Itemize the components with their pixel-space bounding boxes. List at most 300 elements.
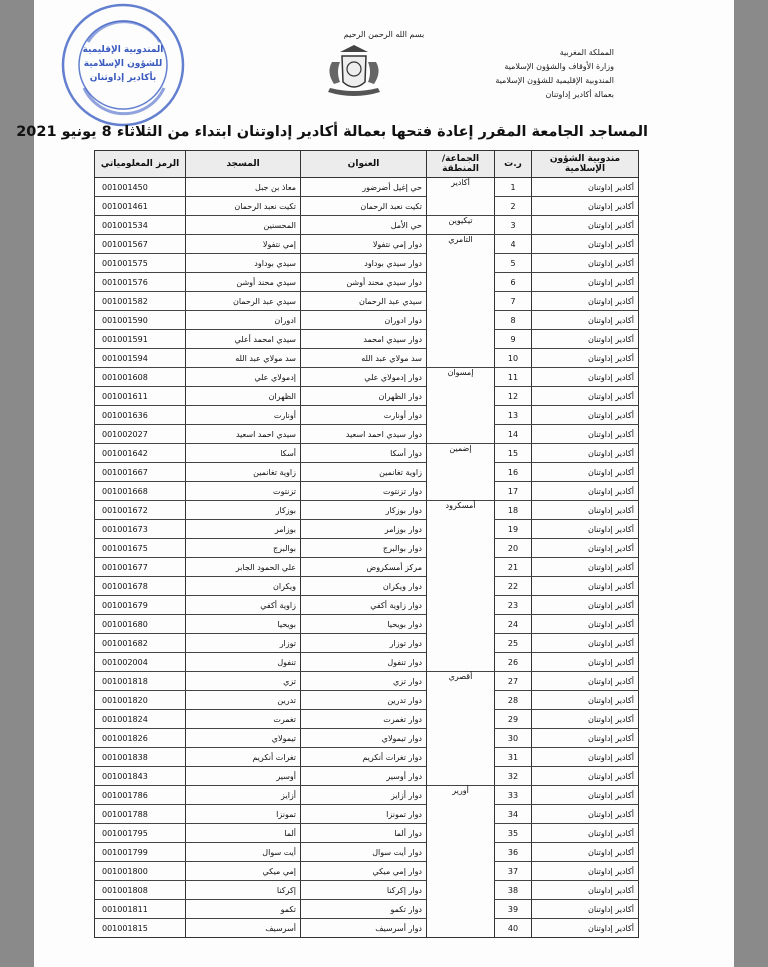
cell-commune [427, 748, 495, 767]
cell-delegation: أكادير إداوتنان [532, 824, 639, 843]
table-row [95, 216, 639, 235]
table-row [95, 596, 639, 615]
table-row [95, 273, 639, 292]
cell-delegation: أكادير إداوتنان [532, 273, 639, 292]
cell-address: دوار بوالبرج [301, 539, 427, 558]
cell-delegation: أكادير إداوتنان [532, 691, 639, 710]
cell-delegation: أكادير إداوتنان [532, 558, 639, 577]
cell-commune [427, 805, 495, 824]
cell-commune [427, 881, 495, 900]
cell-mosque: أوسير [186, 767, 301, 786]
cell-rank: 28 [495, 691, 532, 710]
cell-delegation: أكادير إداوتنان [532, 710, 639, 729]
cell-delegation: أكادير إداوتنان [532, 596, 639, 615]
table-row [95, 235, 639, 254]
cell-address: دوار توزار [301, 634, 427, 653]
table-row [95, 672, 639, 691]
stamp-line-3: بأكادير إداوتنان [89, 73, 157, 83]
cell-rank: 14 [495, 425, 532, 444]
cell-rank: 7 [495, 292, 532, 311]
col-header-rank: ر.ت [495, 151, 532, 178]
cell-delegation: أكادير إداوتنان [532, 387, 639, 406]
cell-rank: 6 [495, 273, 532, 292]
cell-commune [427, 482, 495, 501]
cell-address: تكيت نعبد الرحمان [301, 197, 427, 216]
letterhead-prefecture: بعمالة أكادير إداوتنان [545, 90, 614, 99]
cell-commune [427, 615, 495, 634]
basmala: بسم الله الرحمن الرحيم [343, 30, 425, 39]
table-row [95, 748, 639, 767]
cell-code: 001001678 [95, 577, 186, 596]
cell-rank: 21 [495, 558, 532, 577]
table-row [95, 919, 639, 938]
col-header-mosque: المسجد [186, 151, 301, 178]
cell-rank: 40 [495, 919, 532, 938]
cell-address: حي الأمل [301, 216, 427, 235]
cell-code: 001001636 [95, 406, 186, 425]
official-stamp [60, 2, 186, 128]
cell-mosque: المحسنين [186, 216, 301, 235]
cell-address: دوار إكركنا [301, 881, 427, 900]
table-row [95, 900, 639, 919]
table-row [95, 311, 639, 330]
cell-commune [427, 292, 495, 311]
cell-commune [427, 349, 495, 368]
cell-delegation: أكادير إداوتنان [532, 786, 639, 805]
table-row [95, 634, 639, 653]
cell-mosque: تيمولاي [186, 729, 301, 748]
cell-commune: إضمين [427, 444, 495, 463]
cell-commune [427, 254, 495, 273]
cell-mosque: أسرسيف [186, 919, 301, 938]
cell-delegation: أكادير إداوتنان [532, 330, 639, 349]
cell-rank: 27 [495, 672, 532, 691]
cell-code: 001001672 [95, 501, 186, 520]
cell-commune [427, 539, 495, 558]
cell-delegation: أكادير إداوتنان [532, 349, 639, 368]
cell-commune [427, 691, 495, 710]
table-row [95, 843, 639, 862]
cell-code: 001001826 [95, 729, 186, 748]
cell-code: 001001534 [95, 216, 186, 235]
cell-delegation: أكادير إداوتنان [532, 463, 639, 482]
table-row [95, 387, 639, 406]
cell-commune [427, 463, 495, 482]
cell-address: دوار سيدي احمد اسعيد [301, 425, 427, 444]
cell-code: 001001824 [95, 710, 186, 729]
cell-code: 001001675 [95, 539, 186, 558]
cell-code: 001001815 [95, 919, 186, 938]
cell-address: دوار إمي نتفولا [301, 235, 427, 254]
cell-mosque: تمونزا [186, 805, 301, 824]
table-row [95, 558, 639, 577]
cell-rank: 31 [495, 748, 532, 767]
cell-mosque: تغمرت [186, 710, 301, 729]
cell-address: دوار أزايز [301, 786, 427, 805]
cell-address: دوار الظهران [301, 387, 427, 406]
cell-mosque: سيدي احمد اسعيد [186, 425, 301, 444]
cell-commune: تيكيوين [427, 216, 495, 235]
cell-rank: 20 [495, 539, 532, 558]
cell-mosque: تنفول [186, 653, 301, 672]
cell-mosque: ادوران [186, 311, 301, 330]
cell-mosque: إمي نتفولا [186, 235, 301, 254]
cell-code: 001001838 [95, 748, 186, 767]
cell-commune: أورير [427, 786, 495, 805]
cell-address: دوار سيدي امحمد [301, 330, 427, 349]
cell-delegation: أكادير إداوتنان [532, 672, 639, 691]
cell-commune [427, 596, 495, 615]
letterhead-delegation: المندوبية الإقليمية للشؤون الإسلامية [495, 76, 614, 85]
cell-mosque: أزايز [186, 786, 301, 805]
cell-delegation: أكادير إداوتنان [532, 368, 639, 387]
cell-code: 001001590 [95, 311, 186, 330]
cell-mosque: أيت سوال [186, 843, 301, 862]
cell-mosque: ويكران [186, 577, 301, 596]
cell-commune [427, 824, 495, 843]
col-header-address: العنوان [301, 151, 427, 178]
cell-rank: 37 [495, 862, 532, 881]
cell-rank: 22 [495, 577, 532, 596]
cell-mosque: زاوية تغانمين [186, 463, 301, 482]
cell-mosque: الظهران [186, 387, 301, 406]
cell-rank: 34 [495, 805, 532, 824]
table-row [95, 691, 639, 710]
cell-delegation: أكادير إداوتنان [532, 292, 639, 311]
cell-mosque: بوزامر [186, 520, 301, 539]
cell-code: 001001450 [95, 178, 186, 197]
cell-delegation: أكادير إداوتنان [532, 881, 639, 900]
cell-mosque: ألما [186, 824, 301, 843]
table-row [95, 178, 639, 197]
cell-rank: 29 [495, 710, 532, 729]
cell-code: 001001591 [95, 330, 186, 349]
cell-address: دوار تزنتوت [301, 482, 427, 501]
cell-code: 001001795 [95, 824, 186, 843]
cell-delegation: أكادير إداوتنان [532, 235, 639, 254]
cell-delegation: أكادير إداوتنان [532, 577, 639, 596]
cell-mosque: إدمولاي علي [186, 368, 301, 387]
cell-code: 001001461 [95, 197, 186, 216]
table-row [95, 653, 639, 672]
cell-delegation: أكادير إداوتنان [532, 900, 639, 919]
table-row [95, 254, 639, 273]
mosques-table [94, 150, 639, 938]
cell-delegation: أكادير إداوتنان [532, 406, 639, 425]
cell-address: مركز أمسكروض [301, 558, 427, 577]
cell-code: 001001808 [95, 881, 186, 900]
cell-mosque: سد مولاي عبد الله [186, 349, 301, 368]
table-row [95, 881, 639, 900]
cell-address: دوار بوزامر [301, 520, 427, 539]
cell-address: دوار أونارت [301, 406, 427, 425]
cell-address: دوار تغمرت [301, 710, 427, 729]
cell-mosque: سيدي بوداود [186, 254, 301, 273]
cell-code: 001001677 [95, 558, 186, 577]
cell-delegation: أكادير إداوتنان [532, 311, 639, 330]
cell-rank: 4 [495, 235, 532, 254]
cell-delegation: أكادير إداوتنان [532, 482, 639, 501]
cell-mosque: تغرات أنكريم [186, 748, 301, 767]
stamp-line-1: المندوبية الإقليمية [82, 45, 164, 55]
cell-code: 001001818 [95, 672, 186, 691]
cell-address: دوار إدمولاي علي [301, 368, 427, 387]
cell-rank: 15 [495, 444, 532, 463]
cell-commune [427, 919, 495, 938]
cell-rank: 24 [495, 615, 532, 634]
cell-address: دوار سيدي محند أوشن [301, 273, 427, 292]
cell-commune [427, 197, 495, 216]
cell-mosque: تدرين [186, 691, 301, 710]
letterhead-ministry: وزارة الأوقاف والشؤون الإسلامية [504, 62, 614, 71]
cell-mosque: سيدي عبد الرحمان [186, 292, 301, 311]
cell-commune: أمسكرود [427, 501, 495, 520]
cell-delegation: أكادير إداوتنان [532, 634, 639, 653]
cell-mosque: بوالبرج [186, 539, 301, 558]
stamp-line-2: للشؤون الإسلامية [83, 59, 163, 69]
cell-delegation: أكادير إداوتنان [532, 254, 639, 273]
cell-code: 001001582 [95, 292, 186, 311]
cell-address: دوار أسرسيف [301, 919, 427, 938]
cell-code: 001001820 [95, 691, 186, 710]
cell-rank: 10 [495, 349, 532, 368]
table-row [95, 330, 639, 349]
cell-commune [427, 900, 495, 919]
cell-address: دوار بوزكار [301, 501, 427, 520]
table-row [95, 349, 639, 368]
cell-commune [427, 520, 495, 539]
cell-delegation: أكادير إداوتنان [532, 919, 639, 938]
cell-rank: 5 [495, 254, 532, 273]
cell-commune: أقصري [427, 672, 495, 691]
table-row [95, 444, 639, 463]
cell-commune [427, 653, 495, 672]
cell-mosque: أونارت [186, 406, 301, 425]
cell-mosque: علي الحمود الجابر [186, 558, 301, 577]
cell-address: دوار ألما [301, 824, 427, 843]
cell-code: 001002027 [95, 425, 186, 444]
cell-code: 001001680 [95, 615, 186, 634]
col-header-commune: الجماعة/المنطقة [427, 151, 495, 178]
cell-mosque: معاذ بن جبل [186, 178, 301, 197]
cell-rank: 18 [495, 501, 532, 520]
cell-code: 001001567 [95, 235, 186, 254]
cell-code: 001001668 [95, 482, 186, 501]
table-row [95, 786, 639, 805]
table-row [95, 520, 639, 539]
table-row [95, 824, 639, 843]
cell-commune [427, 311, 495, 330]
cell-code: 001001786 [95, 786, 186, 805]
table-row [95, 710, 639, 729]
cell-rank: 1 [495, 178, 532, 197]
cell-code: 001001576 [95, 273, 186, 292]
cell-commune [427, 387, 495, 406]
cell-code: 001001667 [95, 463, 186, 482]
cell-rank: 38 [495, 881, 532, 900]
cell-delegation: أكادير إداوتنان [532, 653, 639, 672]
cell-code: 001001682 [95, 634, 186, 653]
cell-delegation: أكادير إداوتنان [532, 178, 639, 197]
cell-code: 001002004 [95, 653, 186, 672]
cell-commune [427, 862, 495, 881]
cell-delegation: أكادير إداوتنان [532, 216, 639, 235]
table-row [95, 406, 639, 425]
cell-code: 001001594 [95, 349, 186, 368]
cell-address: حي إغيل أضرضور [301, 178, 427, 197]
cell-mosque: زاوية أكفي [186, 596, 301, 615]
table-row [95, 729, 639, 748]
cell-delegation: أكادير إداوتنان [532, 843, 639, 862]
cell-address: دوار ويكران [301, 577, 427, 596]
table-row [95, 501, 639, 520]
table-row [95, 368, 639, 387]
cell-delegation: أكادير إداوتنان [532, 197, 639, 216]
cell-code: 001001679 [95, 596, 186, 615]
cell-commune [427, 406, 495, 425]
cell-commune [427, 425, 495, 444]
cell-delegation: أكادير إداوتنان [532, 805, 639, 824]
cell-mosque: تزي [186, 672, 301, 691]
cell-commune [427, 273, 495, 292]
cell-address: دوار سيدي بوداود [301, 254, 427, 273]
cell-code: 001001799 [95, 843, 186, 862]
cell-address: دوار أوسير [301, 767, 427, 786]
cell-mosque: إكركنا [186, 881, 301, 900]
cell-delegation: أكادير إداوتنان [532, 520, 639, 539]
cell-mosque: تزنتوت [186, 482, 301, 501]
cell-address: دوار تغرات أنكريم [301, 748, 427, 767]
cell-rank: 39 [495, 900, 532, 919]
cell-commune [427, 577, 495, 596]
cell-rank: 26 [495, 653, 532, 672]
cell-code: 001001608 [95, 368, 186, 387]
cell-commune [427, 767, 495, 786]
cell-mosque: تكمو [186, 900, 301, 919]
cell-code: 001001788 [95, 805, 186, 824]
cell-commune: إمسوان [427, 368, 495, 387]
table-header-row [95, 151, 639, 178]
table-row [95, 463, 639, 482]
cell-rank: 17 [495, 482, 532, 501]
cell-commune: التامري [427, 235, 495, 254]
cell-rank: 32 [495, 767, 532, 786]
cell-address: دوار ادوران [301, 311, 427, 330]
cell-mosque: توزار [186, 634, 301, 653]
cell-delegation: أكادير إداوتنان [532, 862, 639, 881]
cell-address: دوار زاوية أكفي [301, 596, 427, 615]
cell-mosque: بوزكار [186, 501, 301, 520]
cell-rank: 2 [495, 197, 532, 216]
cell-address: دوار تدرين [301, 691, 427, 710]
cell-delegation: أكادير إداوتنان [532, 425, 639, 444]
cell-rank: 25 [495, 634, 532, 653]
document-page [16, 0, 734, 967]
cell-address: دوار أيت سوال [301, 843, 427, 862]
cell-code: 001001800 [95, 862, 186, 881]
cell-rank: 16 [495, 463, 532, 482]
cell-code: 001001575 [95, 254, 186, 273]
table-row [95, 615, 639, 634]
letterhead-kingdom: المملكة المغربية [559, 48, 614, 57]
cell-rank: 36 [495, 843, 532, 862]
cell-delegation: أكادير إداوتنان [532, 615, 639, 634]
cell-address: دوار تزي [301, 672, 427, 691]
cell-delegation: أكادير إداوتنان [532, 748, 639, 767]
col-header-code: الرمز المعلومياتي [95, 151, 186, 178]
cell-commune [427, 330, 495, 349]
table-row [95, 767, 639, 786]
col-header-delegation: مندوبية الشؤون الإسلامية [532, 151, 639, 178]
cell-commune: أكادير [427, 178, 495, 197]
cell-address: سيدي عبد الرحمان [301, 292, 427, 311]
cell-address: دوار أسكا [301, 444, 427, 463]
cell-rank: 8 [495, 311, 532, 330]
cell-delegation: أكادير إداوتنان [532, 501, 639, 520]
cell-rank: 3 [495, 216, 532, 235]
table-row [95, 577, 639, 596]
table-row [95, 862, 639, 881]
cell-mosque: سيدي امحمد أعلي [186, 330, 301, 349]
cell-mosque: تكيت نعبد الرحمان [186, 197, 301, 216]
cell-rank: 30 [495, 729, 532, 748]
cell-rank: 13 [495, 406, 532, 425]
cell-rank: 19 [495, 520, 532, 539]
cell-mosque: أسكا [186, 444, 301, 463]
cell-address: دوار تيمولاي [301, 729, 427, 748]
cell-address: سد مولاي عبد الله [301, 349, 427, 368]
cell-address: دوار بويحيا [301, 615, 427, 634]
table-row [95, 805, 639, 824]
cell-commune [427, 558, 495, 577]
cell-address: دوار تمونزا [301, 805, 427, 824]
table-row [95, 539, 639, 558]
cell-rank: 9 [495, 330, 532, 349]
cell-commune [427, 843, 495, 862]
cell-delegation: أكادير إداوتنان [532, 767, 639, 786]
cell-code: 001001611 [95, 387, 186, 406]
cell-address: دوار تكمو [301, 900, 427, 919]
cell-code: 001001673 [95, 520, 186, 539]
cell-delegation: أكادير إداوتنان [532, 539, 639, 558]
cell-code: 001001811 [95, 900, 186, 919]
cell-rank: 33 [495, 786, 532, 805]
cell-rank: 12 [495, 387, 532, 406]
cell-commune [427, 729, 495, 748]
cell-address: دوار إمي ميكي [301, 862, 427, 881]
table-row [95, 482, 639, 501]
table-row [95, 197, 639, 216]
table-row [95, 292, 639, 311]
cell-address: دوار تنفول [301, 653, 427, 672]
cell-commune [427, 710, 495, 729]
cell-delegation: أكادير إداوتنان [532, 444, 639, 463]
cell-address: زاوية تغانمين [301, 463, 427, 482]
cell-delegation: أكادير إداوتنان [532, 729, 639, 748]
table-row [95, 425, 639, 444]
cell-commune [427, 634, 495, 653]
cell-code: 001001642 [95, 444, 186, 463]
letterhead [495, 46, 614, 102]
royal-coat-of-arms-icon [314, 42, 394, 100]
cell-mosque: بويحيا [186, 615, 301, 634]
cell-rank: 23 [495, 596, 532, 615]
cell-rank: 35 [495, 824, 532, 843]
cell-rank: 11 [495, 368, 532, 387]
cell-mosque: سيدي محند أوشن [186, 273, 301, 292]
document-title: المساجد الجامعة المقرر إعادة فتحها بعمالة أكادير إداوتنان ابتداء من الثلاثاء 8 يونيو 2021 [16, 124, 648, 140]
cell-code: 001001843 [95, 767, 186, 786]
